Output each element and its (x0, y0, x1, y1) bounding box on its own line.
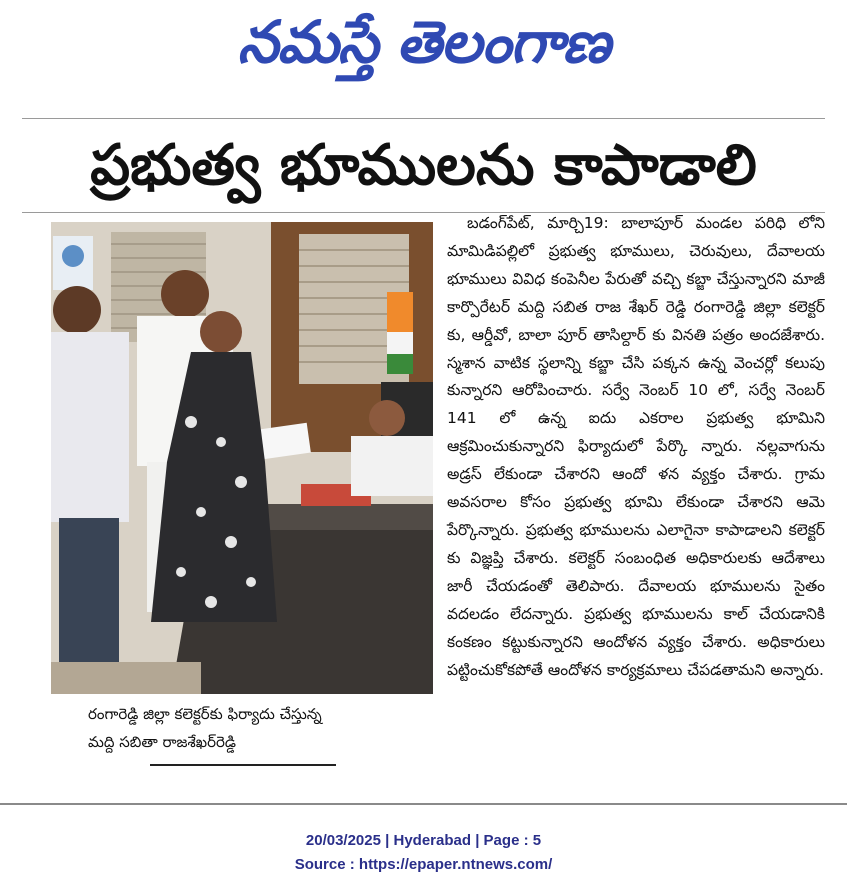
divider-top (22, 118, 825, 119)
photo-caption-line1: రంగారెడ్డి జిల్లా కలెక్టర్‌కు ఫిర్యాదు చేస్తున్న (88, 705, 322, 723)
photo-caption-line2: మద్ది సబితా రాజశేఖర్‌రెడ్డి (88, 733, 236, 751)
photo-illustration (51, 222, 433, 694)
article-body: బడంగ్‌పేట్, మార్చి19: బాలాపూర్ మండల పరిధి లోని మామిడిపల్లిలో ప్రభుత్వ భూములు, చెరువులు, దేవాలయ భూములు వివిధ కంపెనీల పేరుతో వచ్చి కబ్జా చేస్తున్నారని మాజీ కార్పొరేటర్ మద్ది సబిత రాజ శేఖర్ రెడ్డి రంగారెడ్డి జిల్లా కలెక్టర్ కు, ఆర్డీవో, బాలా పూర్ తాసిల్దార్ కు వినతి పత్రం అందజేశారు. స్మశాన వాటిక స్థలాన్ని కబ్జా చేసి పక్కన ఉన్న వెంచర్లో కలుపు కున్నారని ఆరోపించారు. సర్వే నెంబర్ 10 లో, సర్వే నెంబర్ 141 లో ఉన్న ఐదు ఎకరాల ప్రభుత్వ భూమిని ఆక్రమించుకున్నారని ఫిర్యాదులో పేర్కొ న్నారు. నల్లవాగును అడ్రస్ లేకుండా చేశారని ఆందో ళన వ్యక్తం చేశారు. గ్రామ అవసరాల కోసం ప్రభుత్వ భూమి లేకుండా చేశారని ఆమె పేర్కొన్నారు. ప్రభుత్వ భూములను ఎలాగైనా కాపాడాలని కలెక్టర్ కు విజ్ఞప్తి చేశారు. కలెక్టర్ సంబంధిత అధికారులకు ఆదేశాలు జారీ చేయడంతో తెలిపారు. దేవాలయ భూములను సైతం వదలడం లేదన్నారు. ప్రభుత్వ భూములను కాల్ చేయడానికి కంకణం కట్టుకున్నారని ఆందోళన వ్యక్తం చేశారు. అధికారులు పట్టించుకోకపోతే ఆందోళన కార్యక్రమాలు చేపడతామని అన్నారు. (447, 214, 825, 679)
footer-date-edition: 20/03/2025 | Hyderabad | Page : 5 (305, 832, 542, 849)
photo-caption (88, 700, 418, 756)
divider-bottom (0, 803, 847, 805)
article-headline: ప్రభుత్వ భూములను కాపాడాలి (90, 133, 757, 198)
caption-underline (150, 764, 336, 766)
footer-source: Source : https://epaper.ntnews.com/ (294, 856, 553, 873)
newspaper-masthead: నమస్తే తెలంగాణ (237, 8, 610, 76)
news-photo (51, 222, 433, 694)
